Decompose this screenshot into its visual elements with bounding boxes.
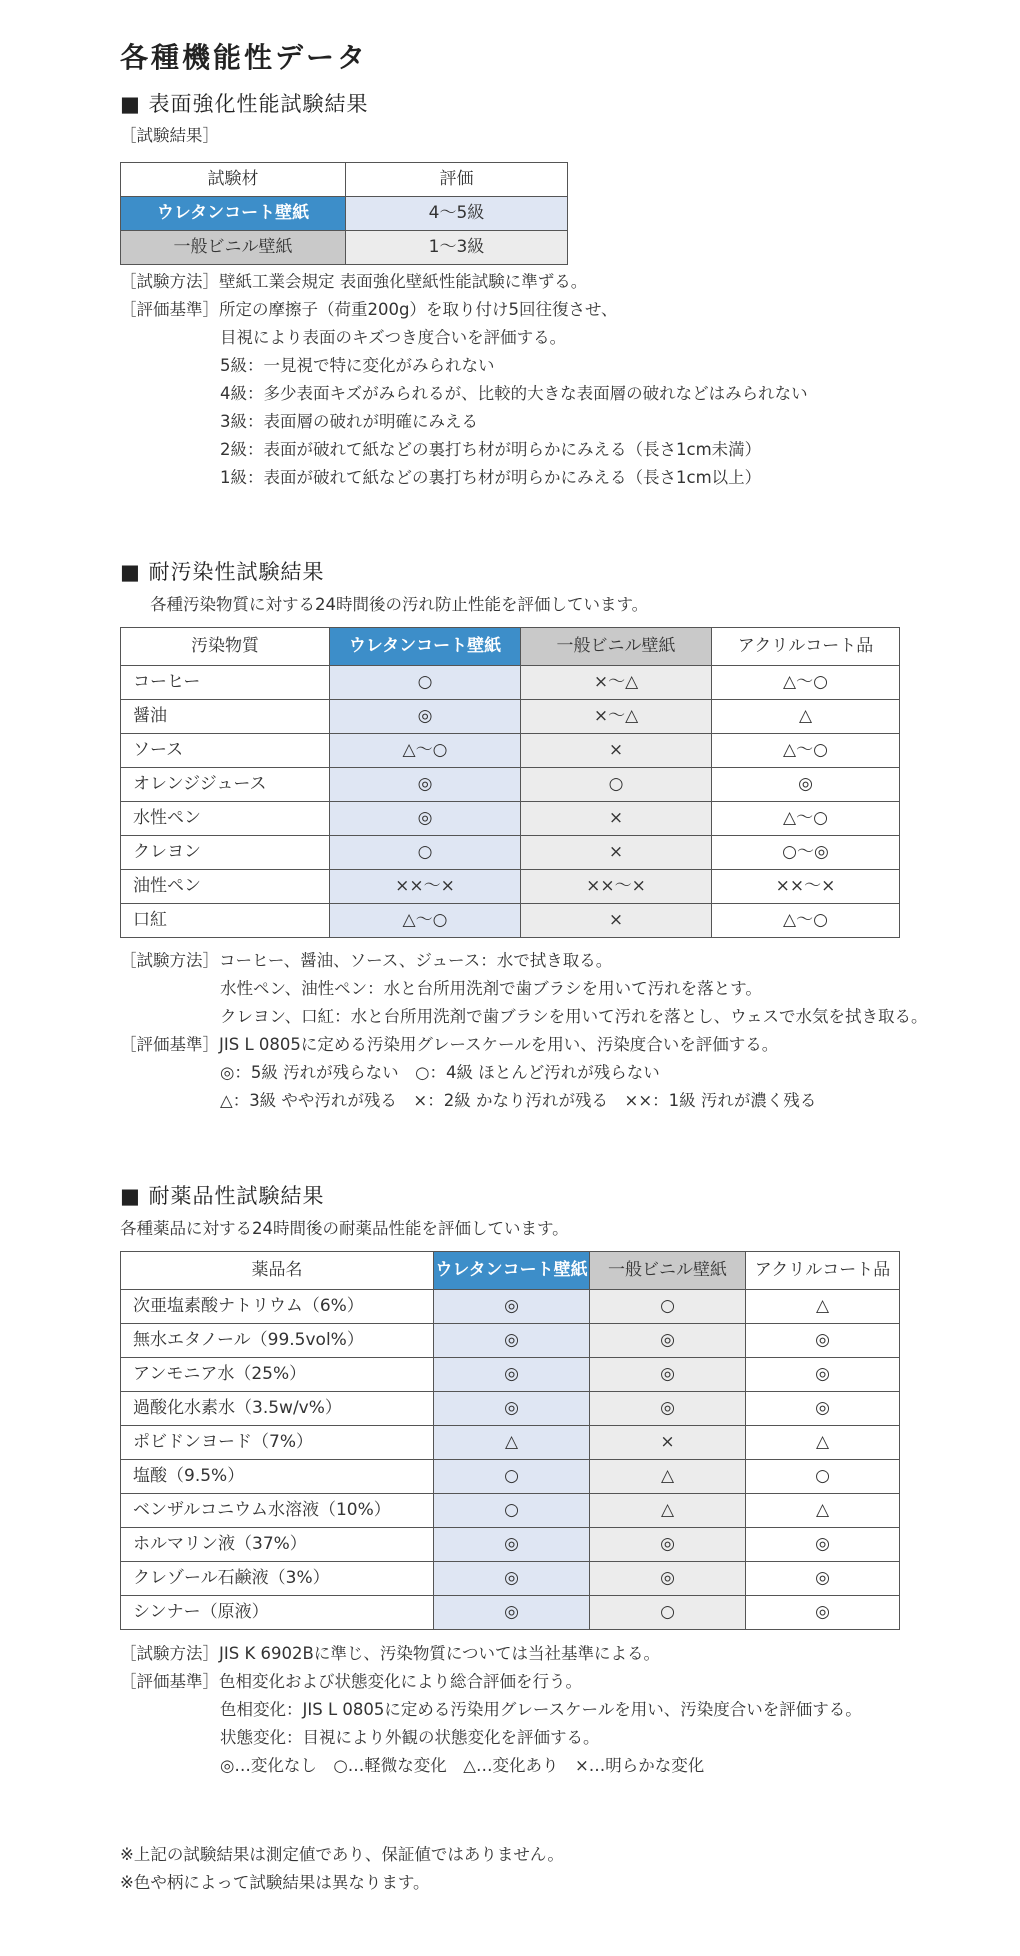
grade-note: 2級：表面が破れて紙などの裏打ち材が明らかにみえる（長さ1cm未満） [220, 440, 762, 459]
rating-cell: ◎ [746, 1596, 900, 1630]
table-header-row [121, 628, 900, 666]
header-cell: 試験材 [121, 163, 346, 197]
rating-cell: ××～× [712, 870, 900, 904]
header-cell: アクリルコート品 [746, 1252, 900, 1290]
rating-cell: △～○ [712, 734, 900, 768]
chemical-cell: ホルマリン液（37%） [121, 1528, 434, 1562]
rating-cell: △ [746, 1290, 900, 1324]
criteria-note: 色相変化：JIS L 0805に定める汚染用グレースケールを用い、汚染度合いを評価する。 [220, 1700, 862, 1719]
rating-cell: △ [434, 1426, 590, 1460]
chemical-table [120, 1251, 900, 1630]
rating-cell: △～○ [330, 734, 521, 768]
chemical-cell: クレゾール石鹸液（3%） [121, 1562, 434, 1596]
table-header-row [121, 163, 568, 197]
table-row [121, 836, 900, 870]
table-row [121, 197, 568, 231]
table-row [121, 666, 900, 700]
table-row [121, 768, 900, 802]
legend-note: ◎：5級 汚れが残らない ○：4級 ほとんど汚れが残らない [220, 1063, 660, 1082]
chemical-cell: ベンザルコニウム水溶液（10%） [121, 1494, 434, 1528]
rating-cell: ◎ [434, 1290, 590, 1324]
rating-cell: ◎ [434, 1562, 590, 1596]
table-row [121, 1392, 900, 1426]
rating-cell: △～○ [712, 904, 900, 938]
rating-cell: ○ [330, 836, 521, 870]
rating-cell: ○ [590, 1596, 746, 1630]
material-cell: 一般ビニル壁紙 [121, 231, 346, 265]
criteria-note: 状態変化：目視により外観の状態変化を評価する。 [220, 1728, 600, 1747]
table-row [121, 734, 900, 768]
rating-cell: ◎ [590, 1392, 746, 1426]
rating-cell: ○ [434, 1460, 590, 1494]
header-cell: 薬品名 [121, 1252, 434, 1290]
table-row [121, 700, 900, 734]
table-row [121, 1562, 900, 1596]
substance-cell: コーヒー [121, 666, 330, 700]
table-row [121, 1358, 900, 1392]
rating-cell: × [521, 802, 712, 836]
rating-cell: △ [712, 700, 900, 734]
table-row [121, 1596, 900, 1630]
rating-cell: △ [590, 1460, 746, 1494]
rating-cell: ○ [330, 666, 521, 700]
grade-cell: 4～5級 [346, 197, 568, 231]
criteria-note: ［評価基準］JIS L 0805に定める汚染用グレースケールを用い、汚染度合いを評価する。 [120, 1035, 779, 1054]
footnote: ※色や柄によって試験結果は異なります。 [120, 1873, 430, 1892]
section-intro: 各種汚染物質に対する24時間後の汚れ防止性能を評価しています。 [150, 595, 649, 614]
header-cell: ウレタンコート壁紙 [434, 1252, 590, 1290]
grade-note: 4級：多少表面キズがみられるが、比較的大きな表面層の破れなどはみられない [220, 384, 808, 403]
section-heading-stain: ■ 耐汚染性試験結果 [120, 560, 325, 584]
header-cell: 汚染物質 [121, 628, 330, 666]
rating-cell: ◎ [746, 1528, 900, 1562]
method-note: ［試験方法］JIS K 6902Bに準じ、汚染物質については当社基準による。 [120, 1644, 660, 1663]
rating-cell: × [521, 734, 712, 768]
rating-cell: ◎ [590, 1324, 746, 1358]
table-row [121, 1494, 900, 1528]
table-header-row [121, 1252, 900, 1290]
chemical-cell: ポビドンヨード（7%） [121, 1426, 434, 1460]
results-subheading: ［試験結果］ [120, 126, 219, 145]
rating-cell: ◎ [746, 1358, 900, 1392]
table-row [121, 802, 900, 836]
rating-cell: × [521, 836, 712, 870]
table-row [121, 1324, 900, 1358]
rating-cell: ◎ [590, 1562, 746, 1596]
legend-note: △：3級 やや汚れが残る ×：2級 かなり汚れが残る ××：1級 汚れが濃く残る [220, 1091, 817, 1110]
rating-cell: ◎ [434, 1358, 590, 1392]
rating-cell: ◎ [590, 1358, 746, 1392]
rating-cell: ◎ [434, 1596, 590, 1630]
chemical-cell: 次亜塩素酸ナトリウム（6%） [121, 1290, 434, 1324]
rating-cell: ○ [521, 768, 712, 802]
table-row [121, 1290, 900, 1324]
method-note: ［試験方法］コーヒー、醤油、ソース、ジュース：水で拭き取る。 [120, 951, 613, 970]
grade-note: 3級：表面層の破れが明確にみえる [220, 412, 478, 431]
rating-cell: ×～△ [521, 666, 712, 700]
rating-cell: ◎ [746, 1392, 900, 1426]
substance-cell: クレヨン [121, 836, 330, 870]
table-row [121, 904, 900, 938]
criteria-note: ［評価基準］所定の摩擦子（荷重200g）を取り付け5回往復させ、 [120, 300, 618, 319]
rating-cell: ××～× [330, 870, 521, 904]
rating-cell: ◎ [434, 1324, 590, 1358]
table-row [121, 231, 568, 265]
substance-cell: 口紅 [121, 904, 330, 938]
chemical-cell: 過酸化水素水（3.5w/v%） [121, 1392, 434, 1426]
rating-cell: △～○ [712, 666, 900, 700]
rating-cell: ◎ [746, 1324, 900, 1358]
rating-cell: △ [590, 1494, 746, 1528]
rating-cell: ◎ [712, 768, 900, 802]
substance-cell: 醤油 [121, 700, 330, 734]
rating-cell: ◎ [746, 1562, 900, 1596]
header-cell: ウレタンコート壁紙 [330, 628, 521, 666]
rating-cell: ××～× [521, 870, 712, 904]
surface-table [120, 162, 568, 265]
rating-cell: ○ [746, 1460, 900, 1494]
rating-cell: ◎ [590, 1528, 746, 1562]
rating-cell: △ [746, 1494, 900, 1528]
substance-cell: オレンジジュース [121, 768, 330, 802]
page-title: 各種機能性データ [120, 41, 369, 74]
header-cell: 一般ビニル壁紙 [590, 1252, 746, 1290]
chemical-cell: アンモニア水（25%） [121, 1358, 434, 1392]
table-row [121, 1460, 900, 1494]
rating-cell: ◎ [330, 700, 521, 734]
table-row [121, 1528, 900, 1562]
section-heading-chemical: ■ 耐薬品性試験結果 [120, 1184, 325, 1208]
rating-cell: ◎ [434, 1392, 590, 1426]
chemical-cell: 塩酸（9.5%） [121, 1460, 434, 1494]
section-intro: 各種薬品に対する24時間後の耐薬品性能を評価しています。 [120, 1219, 569, 1238]
legend-note: ◎…変化なし ○…軽微な変化 △…変化あり ×…明らかな変化 [220, 1756, 705, 1775]
substance-cell: 油性ペン [121, 870, 330, 904]
rating-cell: ◎ [330, 768, 521, 802]
substance-cell: 水性ペン [121, 802, 330, 836]
rating-cell: ◎ [330, 802, 521, 836]
method-note: クレヨン、口紅：水と台所用洗剤で歯ブラシを用いて汚れを落とし、ウェスで水気を拭き取る。 [220, 1007, 928, 1026]
rating-cell: × [521, 904, 712, 938]
substance-cell: ソース [121, 734, 330, 768]
method-note: 水性ペン、油性ペン：水と台所用洗剤で歯ブラシを用いて汚れを落とす。 [220, 979, 762, 998]
rating-cell: ◎ [434, 1528, 590, 1562]
rating-cell: ○～◎ [712, 836, 900, 870]
rating-cell: △～○ [712, 802, 900, 836]
material-cell: ウレタンコート壁紙 [121, 197, 346, 231]
grade-note: 5級：一見視で特に変化がみられない [220, 356, 495, 375]
section-heading-surface: ■ 表面強化性能試験結果 [120, 92, 369, 116]
header-cell: アクリルコート品 [712, 628, 900, 666]
rating-cell: △～○ [330, 904, 521, 938]
header-cell: 一般ビニル壁紙 [521, 628, 712, 666]
chemical-cell: シンナー（原液） [121, 1596, 434, 1630]
table-row [121, 870, 900, 904]
rating-cell: ○ [590, 1290, 746, 1324]
grade-cell: 1～3級 [346, 231, 568, 265]
grade-note: 1級：表面が破れて紙などの裏打ち材が明らかにみえる（長さ1cm以上） [220, 468, 762, 487]
footnote: ※上記の試験結果は測定値であり、保証値ではありません。 [120, 1845, 564, 1864]
rating-cell: × [590, 1426, 746, 1460]
table-row [121, 1426, 900, 1460]
rating-cell: ○ [434, 1494, 590, 1528]
criteria-note: ［評価基準］色相変化および状態変化により総合評価を行う。 [120, 1672, 582, 1691]
rating-cell: △ [746, 1426, 900, 1460]
stain-table [120, 627, 900, 938]
criteria-note: 目視により表面のキズつき度合いを評価する。 [220, 328, 567, 347]
header-cell: 評価 [346, 163, 568, 197]
chemical-cell: 無水エタノール（99.5vol%） [121, 1324, 434, 1358]
rating-cell: ×～△ [521, 700, 712, 734]
method-note: ［試験方法］壁紙工業会規定 表面強化壁紙性能試験に準ずる。 [120, 272, 588, 291]
